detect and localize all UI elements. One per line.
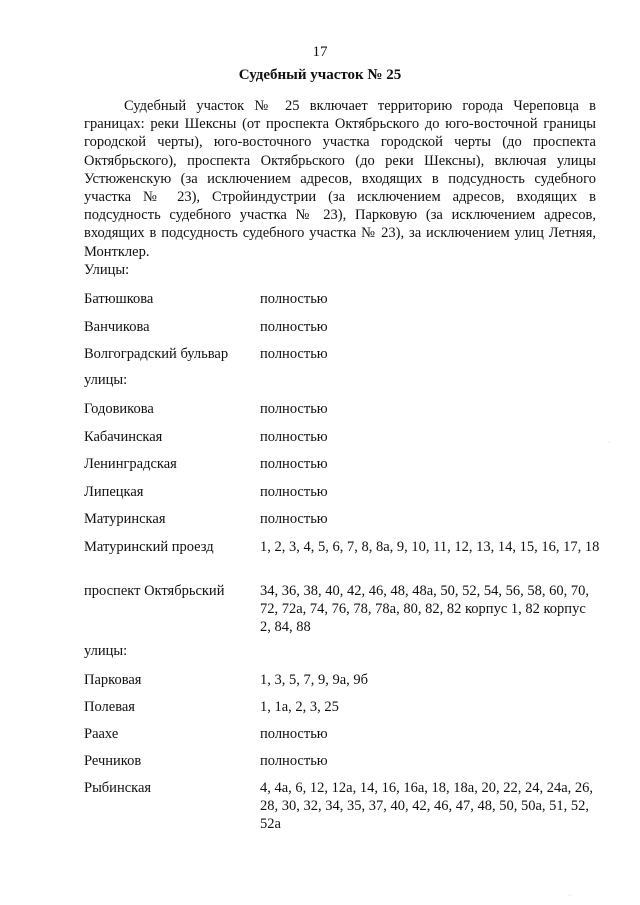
street-name: Батюшкова bbox=[84, 291, 154, 307]
section-heading: улицы: bbox=[84, 643, 128, 659]
street-addresses: полностью bbox=[260, 291, 328, 307]
street-name: Рыбинская bbox=[84, 780, 152, 796]
street-name: Годовикова bbox=[84, 401, 154, 417]
street-name: Ванчикова bbox=[84, 319, 150, 335]
street-name: Раахе bbox=[84, 726, 119, 742]
street-addresses: полностью bbox=[260, 753, 328, 769]
scan-speck: ·· bbox=[568, 893, 572, 899]
street-name: Кабачинская bbox=[84, 429, 163, 445]
street-addresses: полностью bbox=[260, 484, 328, 500]
street-addresses: полностью bbox=[260, 456, 328, 472]
street-name: Липецкая bbox=[84, 484, 144, 500]
intro-paragraph: Судебный участок № 25 включает территорию города Череповца в границах: реки Шексны (от проспекта Октябрьского до юго-восточной границы городской черты), юго-восточного участка городской черты (до проспекта Октябрьского), проспекта Октябрьского (до реки Шексны), включая улицы Устюженскую (за исключением адресов, входящих в подсудность судебного участка № 23), Стройиндустрии (за исключением адресов, входящих в подсудность судебного участка № 23), Парковую (за исключением адресов, входящих в подсудность судебного участка № 23), за исключением улиц Летняя, Монтклер. bbox=[84, 98, 596, 260]
street-name: Матуринский проезд bbox=[84, 539, 214, 555]
street-name: проспект Октябрьский bbox=[84, 583, 225, 599]
street-addresses: полностью bbox=[260, 511, 328, 527]
page-number: 17 bbox=[312, 44, 328, 60]
street-addresses: полностью bbox=[260, 429, 328, 445]
street-addresses: полностью bbox=[260, 319, 328, 335]
street-name: Волгоградский бульвар bbox=[84, 346, 229, 362]
street-name: Парковая bbox=[84, 672, 142, 688]
street-addresses: 4, 4а, 6, 12, 12а, 14, 16, 16а, 18, 18а, 20, 22, 24, 24а, 26, 28, 30, 32, 34, 35, 37, 40, 42, 46, 47, 48, 50, 50а, 51, 52, 52а bbox=[260, 780, 594, 832]
section-heading: улицы: bbox=[84, 372, 128, 388]
street-addresses: 1, 2, 3, 4, 5, 6, 7, 8, 8а, 9, 10, 11, 12, 13, 14, 15, 16, 17, 18 bbox=[260, 539, 600, 555]
street-name: Матуринская bbox=[84, 511, 166, 527]
scan-speck: · bbox=[608, 440, 610, 446]
street-addresses: 1, 3, 5, 7, 9, 9а, 9б bbox=[260, 672, 369, 688]
street-addresses: полностью bbox=[260, 726, 328, 742]
section-heading: Улицы: bbox=[84, 262, 130, 278]
street-name: Речников bbox=[84, 753, 142, 769]
street-name: Ленинградская bbox=[84, 456, 177, 472]
street-addresses: 1, 1а, 2, 3, 25 bbox=[260, 699, 339, 715]
street-addresses: полностью bbox=[260, 401, 328, 417]
street-addresses: 34, 36, 38, 40, 42, 46, 48, 48а, 50, 52, 54, 56, 58, 60, 70, 72, 72а, 74, 76, 78, 78а, 80, 82, 82 корпус 1, 82 корпус 2, 84, 88 bbox=[260, 583, 590, 635]
document-title: Судебный участок № 25 bbox=[238, 67, 402, 83]
street-addresses: полностью bbox=[260, 346, 328, 362]
street-name: Полевая bbox=[84, 699, 135, 715]
